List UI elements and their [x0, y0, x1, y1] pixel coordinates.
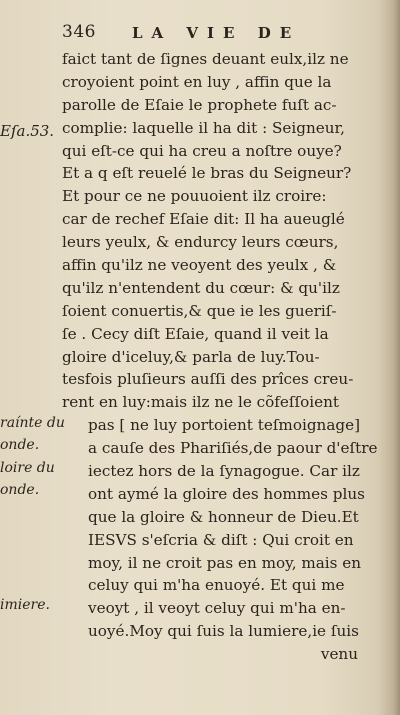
text-line: celuy qui m'ha enuoyé. Et qui me [88, 576, 345, 595]
text-line: Et a q eſt reuelé le bras du Seigneur? [62, 164, 352, 183]
text-line: tesfois pluſieurs auſſi des prîces creu- [62, 370, 354, 389]
text-line: affin qu'ilz ne veoyent des yeulx , & [62, 256, 337, 275]
margin-reference: Eſa.53. [0, 122, 55, 140]
text-line: veoyt , il veoyt celuy qui m'ha en- [88, 599, 346, 618]
text-line: IESVS s'eſcria & diſt : Qui croit en [88, 530, 354, 549]
text-line: uoyé.Moy qui ſuis la lumiere,ie ſuis [88, 622, 359, 641]
margin-note: onde. [0, 482, 40, 498]
text-line: a cauſe des Phariſiés,de paour d'eſtre [88, 439, 378, 458]
page-number: 346 [62, 22, 96, 42]
margin-note: raínte du [0, 415, 65, 431]
page-header [62, 22, 362, 44]
catchword: venu [320, 645, 358, 664]
text-line: ſe . Cecy diſt Eſaie, quand il veit la [62, 324, 329, 343]
margin-note: onde. [0, 437, 40, 453]
margin-note: imiere. [0, 597, 50, 613]
text-line: faict tant de ſignes deuant eulx,ilz ne [62, 50, 349, 68]
text-line: croyoient point en luy , affin que la [62, 72, 332, 91]
text-line: ſoient conuertis,& que ie les gueriſ- [62, 301, 337, 320]
text-line: rent en luy:mais ilz ne le cõfeſſoient [62, 393, 340, 412]
text-line: Et pour ce ne pouuoient ilz croire: [62, 187, 327, 206]
text-line: gloire d'iceluy,& parla de luy.Tou- [62, 347, 320, 366]
text-line: qui eſt-ce qui ha creu a noſtre ouye? [62, 141, 342, 160]
text-line: car de rechef Eſaie dit: Il ha aueuglé [62, 210, 345, 229]
body-text [62, 48, 378, 666]
text-line: ont aymé la gloire des hommes plus [88, 484, 365, 503]
text-line: parolle de Eſaie le prophete fuſt ac- [62, 95, 337, 114]
margin-note: loire du [0, 460, 55, 476]
text-line: pas [ ne luy portoient teſmoignage] [88, 416, 361, 435]
running-title: LA VIE DE [132, 24, 301, 42]
text-line: moy, il ne croit pas en moy, mais en [88, 553, 362, 572]
text-line: iectez hors de la ſynagogue. Car ilz [88, 462, 360, 481]
text-line: qu'ilz n'entendent du cœur: & qu'ilz [62, 278, 340, 297]
text-line: complie: laquelle il ha dit : Seigneur, [62, 118, 345, 137]
gutter-shadow [378, 0, 400, 715]
text-line: que la gloire & honneur de Dieu.Et [88, 507, 359, 526]
text-line: leurs yeulx, & endurcy leurs cœurs, [62, 233, 339, 252]
